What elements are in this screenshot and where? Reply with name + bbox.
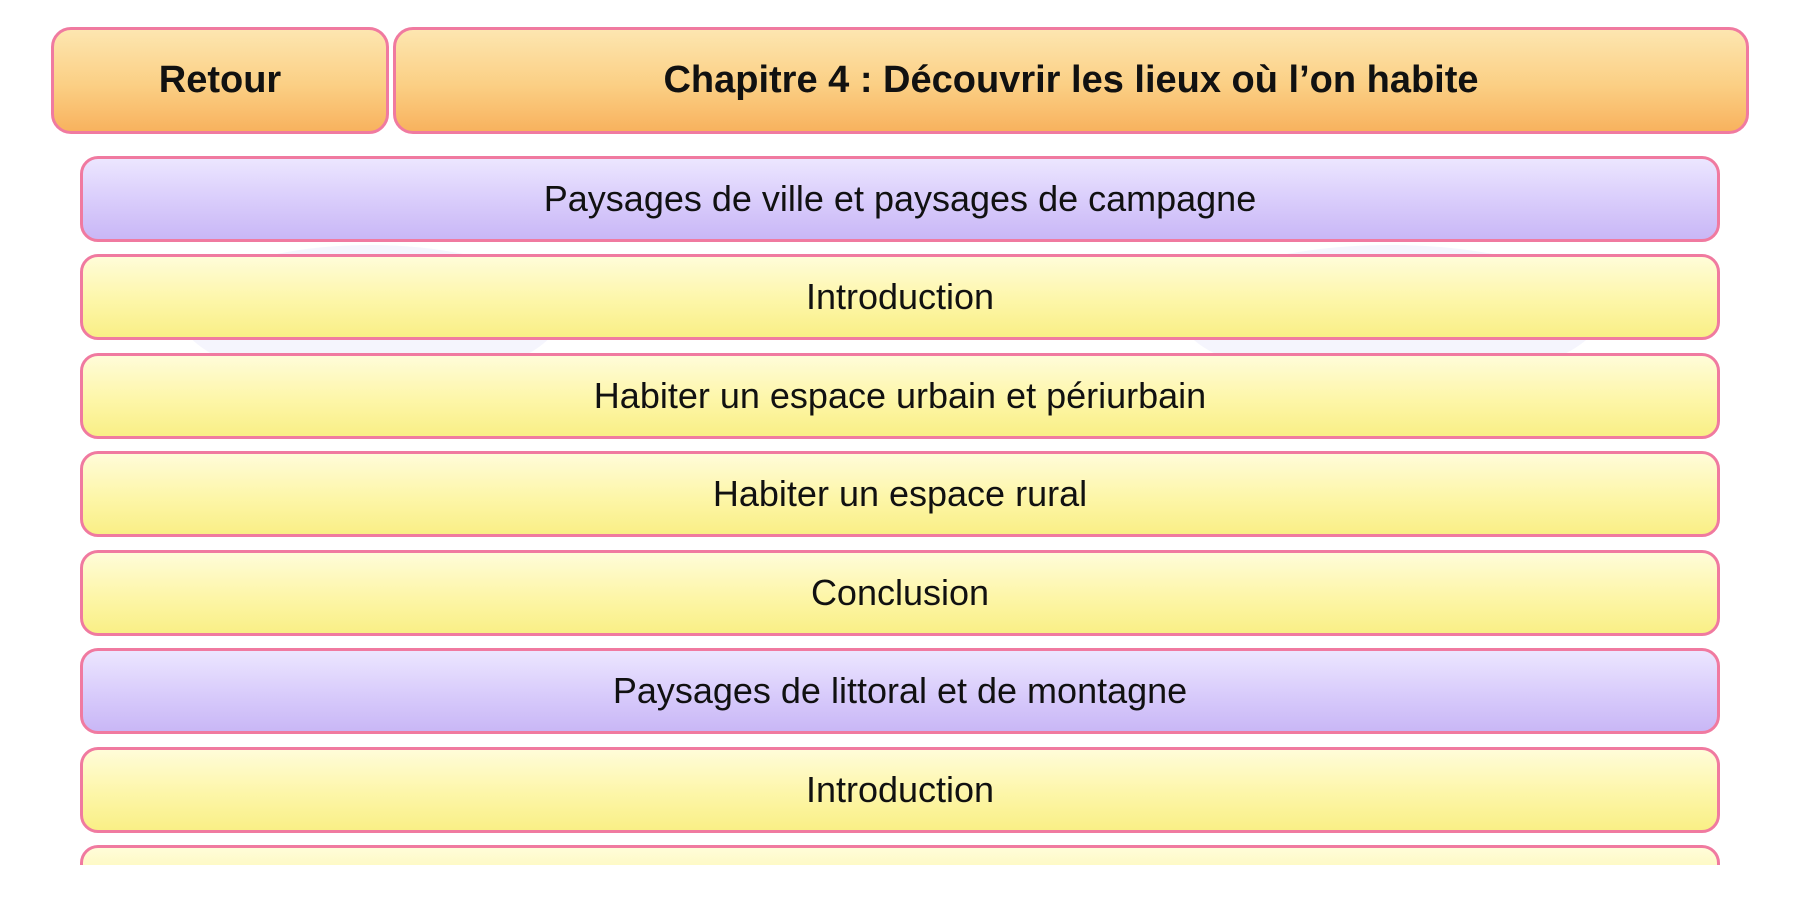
list-item-label: Introduction: [805, 276, 995, 317]
list-item-introduction[interactable]: [80, 254, 1720, 340]
list-item-espace-urbain[interactable]: [80, 353, 1720, 439]
chapter-title-bar: [393, 27, 1749, 134]
list-item-label: Habiter un espace urbain et périurbain: [593, 375, 1207, 416]
list-item-section-ville-campagne[interactable]: [80, 156, 1720, 242]
list-item-label: Introduction: [805, 769, 995, 810]
lesson-list[interactable]: [0, 150, 1800, 865]
back-button-label: Retour: [158, 59, 282, 101]
list-item-label: Paysages de ville et paysages de campagne: [543, 178, 1257, 219]
list-item-espace-rural[interactable]: [80, 451, 1720, 537]
page-title: Chapitre 4 : Découvrir les lieux où l’on habite: [663, 59, 1479, 101]
list-item-section-littoral-montagne[interactable]: [80, 648, 1720, 734]
back-button[interactable]: [51, 27, 389, 134]
list-item-conclusion[interactable]: [80, 550, 1720, 636]
list-item-partial[interactable]: [80, 845, 1720, 865]
list-item-label: Habiter un espace rural: [712, 473, 1088, 514]
list-item-label: Paysages de littoral et de montagne: [612, 670, 1188, 711]
list-item-label: Conclusion: [810, 572, 990, 613]
list-item-introduction-2[interactable]: [80, 747, 1720, 833]
